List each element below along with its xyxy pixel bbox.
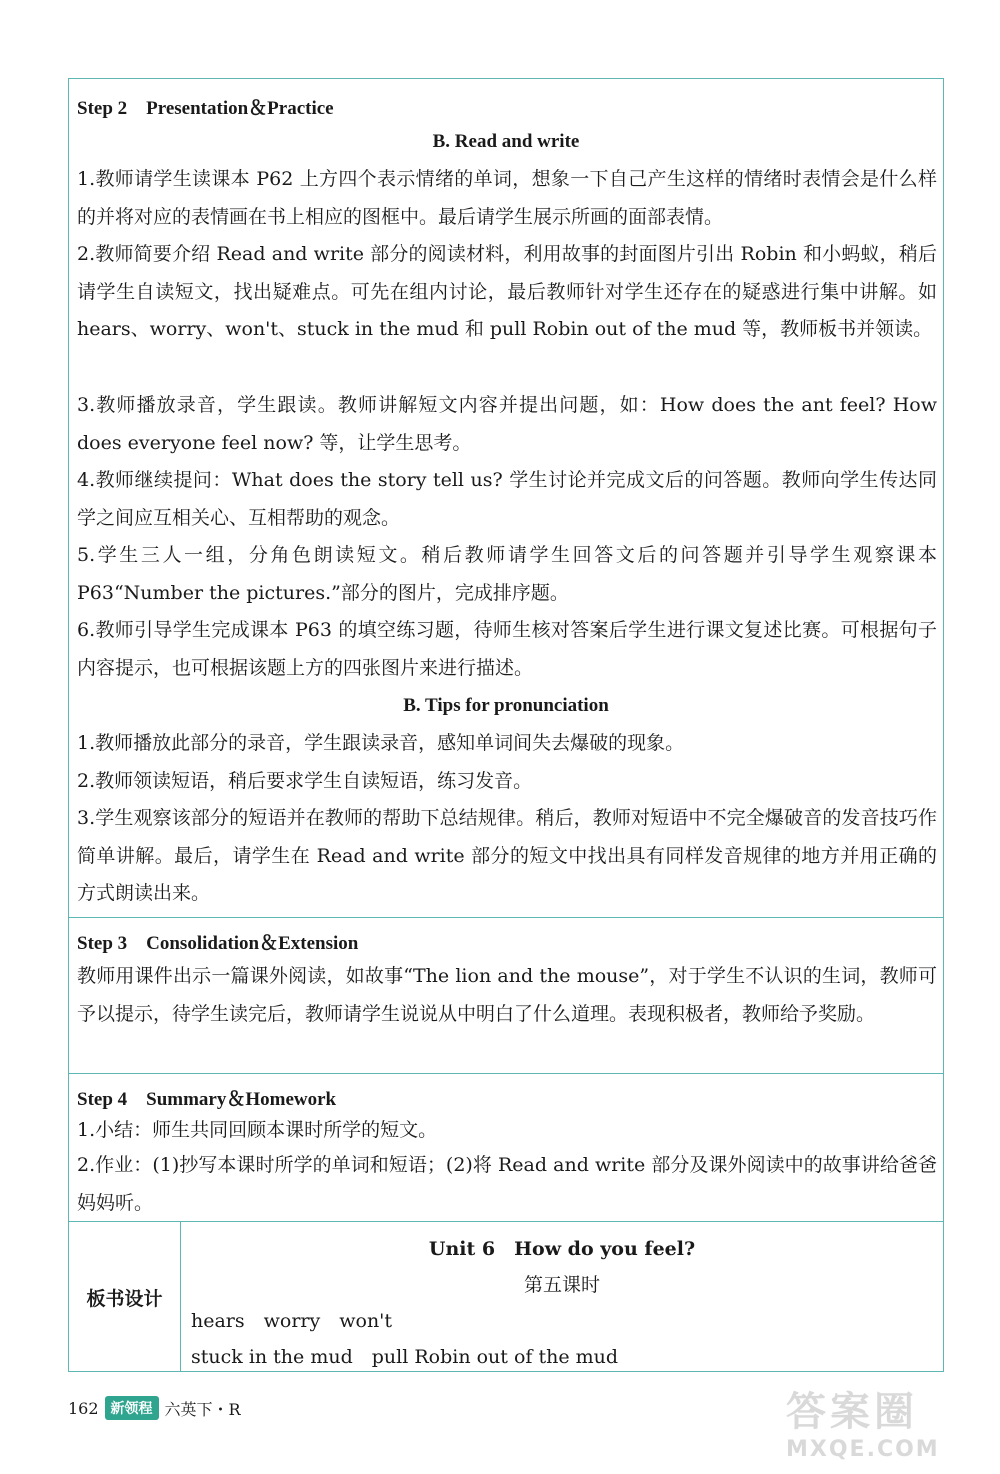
step2-item-2: 2.教师简要介绍 Read and write 部分的阅读材料，利用故事的封面图片引出 Robin 和小蚂蚁，稍后请学生自读短文，找出疑难点。可先在组内讨论，最后教师针对学生还存在的疑惑进行集中讲解。如 hears、worry、won't、stuck in the mud 和 pull Robin out of the mud 等，教师板书并领读。 — [77, 243, 937, 340]
step4-item-2: 2.作业：(1)抄写本课时所学的单词和短语；(2)将 Read and write 部分及课外阅读中的故事讲给爸爸妈妈听。 — [77, 1154, 937, 1214]
board-content — [181, 1222, 943, 1372]
brand-logo: 新领程 — [105, 1396, 159, 1420]
step2-item-5: 5.学生三人一组，分角色朗读短文。稍后教师请学生回答文后的问答题并引导学生观察课本 P63“Number the pictures.”部分的图片，完成排序题。 — [77, 544, 937, 604]
read-write-subtitle: B. Read and write — [432, 131, 580, 152]
board-words: hears worry won't — [191, 1310, 393, 1332]
board-unit-title: Unit 6 How do you feel? — [428, 1238, 696, 1260]
step4-section — [69, 1073, 943, 1222]
step2-title: Step 2 Presentation＆Practice — [77, 98, 334, 119]
step4-title: Step 4 Summary＆Homework — [77, 1089, 337, 1110]
pron-item-3: 3.学生观察该部分的短语并在教师的帮助下总结规律。稍后，教师对短语中不完全爆破音的发音技巧作简单讲解。最后，请学生在 Read and write 部分的短文中找出具有同样发音规律的地方并用正确的方式朗读出来。 — [77, 807, 937, 904]
pron-item-2: 2.教师领读短语，稍后要求学生自读短语，练习发音。 — [77, 770, 533, 792]
board-lesson: 第五课时 — [523, 1274, 600, 1296]
step2-section — [69, 79, 943, 917]
board-label: 板书设计 — [69, 1222, 181, 1372]
board-phrases: stuck in the mud pull Robin out of the mud — [191, 1346, 619, 1368]
step2-item-4: 4.教师继续提问：What does the story tell us? 学生讨论并完成文后的问答题。教师向学生传达同学之间应互相关心、互相帮助的观念。 — [77, 469, 937, 529]
watermark-cn: 答案圈 — [786, 1389, 918, 1435]
step3-section — [69, 917, 943, 1074]
content-frame — [68, 78, 944, 1372]
board-design-section — [69, 1221, 943, 1372]
step2-item-6: 6.教师引导学生完成课本 P63 的填空练习题，待师生核对答案后学生进行课文复述比赛。可根据句子内容提示，也可根据该题上方的四张图片来进行描述。 — [77, 619, 937, 679]
watermark-url: MXQE.COM — [786, 1437, 940, 1462]
step2-item-1: 1.教师请学生读课本 P62 上方四个表示情绪的单词，想象一下自己产生这样的情绪时表情会是什么样的并将对应的表情画在书上相应的图框中。最后请学生展示所画的面部表情。 — [77, 168, 937, 228]
watermark — [786, 1380, 976, 1460]
step2-item-3: 3.教师播放录音，学生跟读。教师讲解短文内容并提出问题，如：How does the ant feel? How does everyone feel now? 等，让学生思考。 — [77, 394, 937, 454]
page-number: 162 — [68, 1398, 99, 1418]
step3-title: Step 3 Consolidation＆Extension — [77, 933, 359, 954]
pron-item-1: 1.教师播放此部分的录音，学生跟读录音，感知单词间失去爆破的现象。 — [77, 732, 685, 754]
step3-text: 教师用课件出示一篇课外阅读，如故事“The lion and the mouse”，对于学生不认识的生词，教师可予以提示，待学生读完后，教师请学生说说从中明白了什么道理。表现积极者，教师给予奖励。 — [77, 965, 937, 1025]
step4-item-1: 1.小结：师生共同回顾本课时所学的短文。 — [77, 1119, 438, 1141]
book-label: 六英下・R — [164, 1399, 241, 1419]
pronunciation-subtitle: B. Tips for pronunciation — [403, 695, 609, 716]
page-footer — [68, 1396, 241, 1420]
